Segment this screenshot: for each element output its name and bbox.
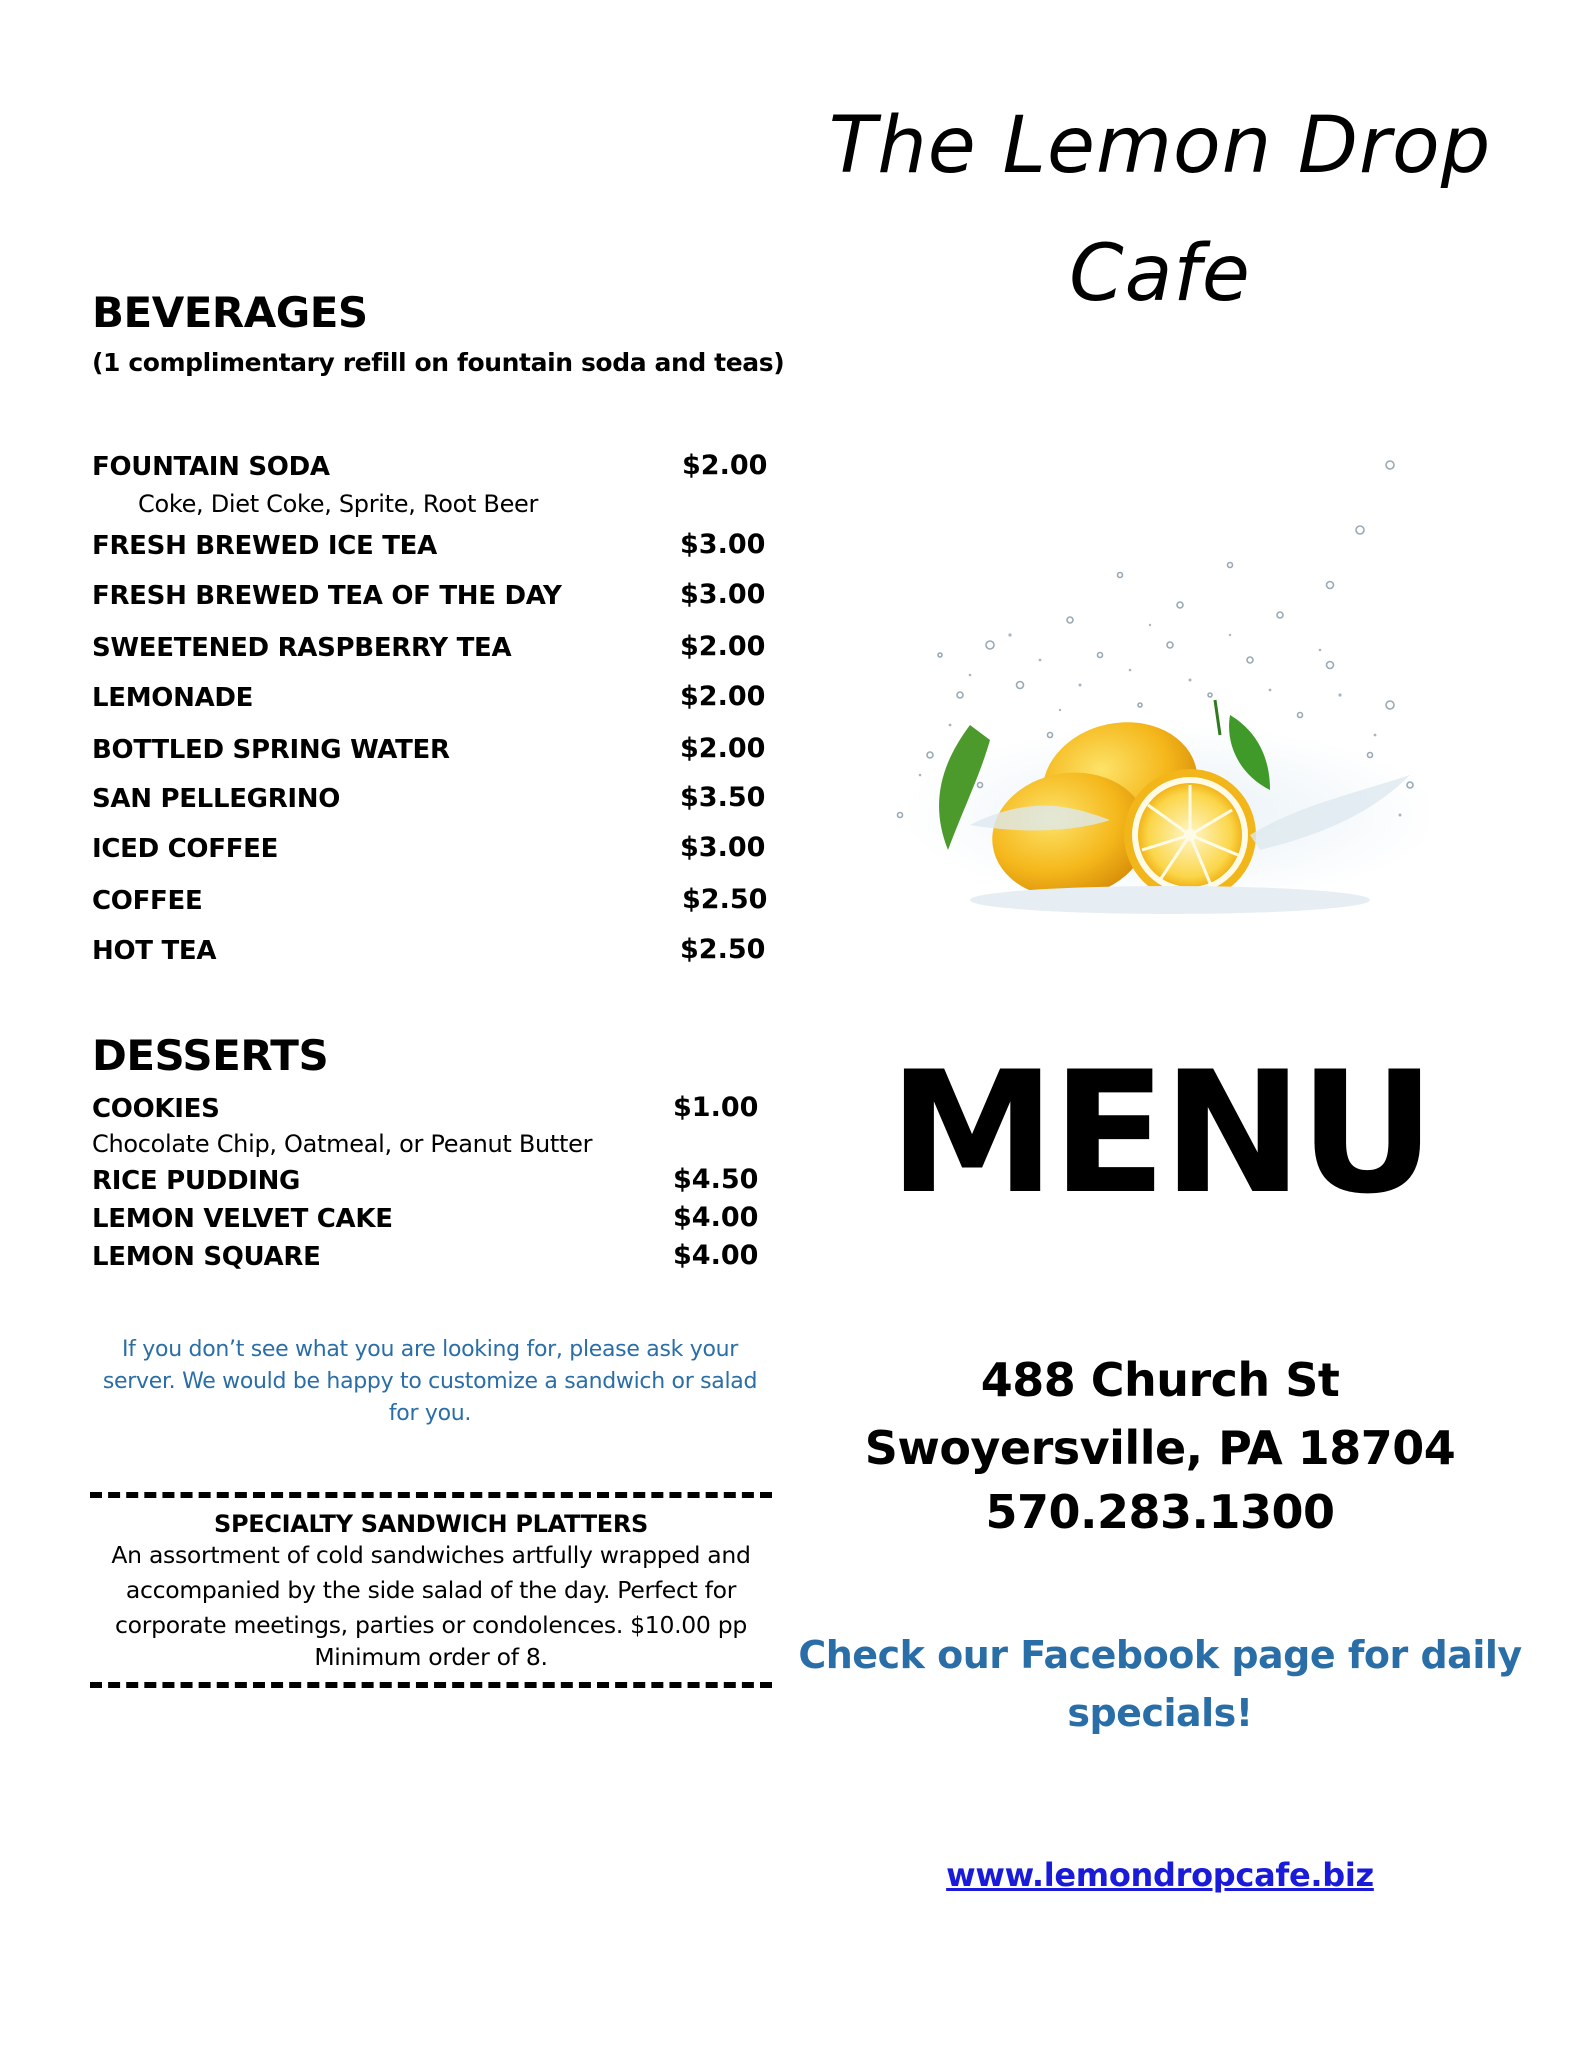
address-street: 488 Church St bbox=[980, 1353, 1340, 1407]
specialty-platters-box bbox=[90, 1492, 772, 1688]
dessert-price: $4.00 bbox=[673, 1240, 759, 1271]
beverage-name: FOUNTAIN SODA bbox=[92, 452, 330, 482]
cafe-title-line: Cafe bbox=[1069, 229, 1251, 319]
cafe-title bbox=[780, 82, 1540, 338]
beverage-name: LEMONADE bbox=[92, 683, 254, 713]
desserts-heading: DESSERTS bbox=[92, 1031, 329, 1080]
beverages-heading: BEVERAGES bbox=[92, 288, 368, 337]
beverage-description: Coke, Diet Coke, Sprite, Root Beer bbox=[138, 490, 539, 518]
platters-description bbox=[90, 1538, 772, 1671]
beverage-price: $2.00 bbox=[680, 733, 766, 764]
phone-number: 570.283.1300 bbox=[985, 1485, 1335, 1539]
customize-note-line: If you don’t see what you are looking for, please ask your bbox=[121, 1337, 739, 1362]
dessert-price: $4.00 bbox=[673, 1202, 759, 1233]
facebook-note-line: specials! bbox=[1067, 1691, 1253, 1735]
beverage-price: $3.00 bbox=[680, 832, 766, 863]
facebook-specials-note bbox=[780, 1626, 1540, 1742]
beverage-name: ICED COFFEE bbox=[92, 834, 279, 864]
beverage-price: $2.00 bbox=[682, 450, 768, 481]
menu-title: MENU bbox=[888, 1035, 1432, 1231]
dessert-description: Chocolate Chip, Oatmeal, or Peanut Butter bbox=[92, 1130, 593, 1158]
beverage-name: SWEETENED RASPBERRY TEA bbox=[92, 633, 512, 663]
platters-title: SPECIALTY SANDWICH PLATTERS bbox=[213, 1510, 649, 1538]
beverage-price: $2.00 bbox=[680, 631, 766, 662]
customize-note-line: for you. bbox=[388, 1401, 472, 1426]
platters-line: An assortment of cold sandwiches artfully wrapped and bbox=[111, 1541, 751, 1569]
facebook-note-line: Check our Facebook page for daily bbox=[798, 1633, 1522, 1677]
cafe-address bbox=[780, 1346, 1540, 1546]
cafe-title-line: The Lemon Drop bbox=[828, 101, 1492, 191]
dessert-price: $4.50 bbox=[673, 1164, 759, 1195]
address-city: Swoyersville, PA 18704 bbox=[864, 1421, 1456, 1475]
platters-line: accompanied by the side salad of the day. Perfect for bbox=[125, 1576, 737, 1604]
dessert-price: $1.00 bbox=[673, 1092, 759, 1123]
beverage-name: HOT TEA bbox=[92, 936, 217, 966]
beverages-refill-note: (1 complimentary refill on fountain soda and teas) bbox=[92, 348, 785, 377]
platters-line: Minimum order of 8. bbox=[314, 1643, 548, 1671]
beverage-name: FRESH BREWED TEA OF THE DAY bbox=[92, 581, 562, 611]
dessert-name: RICE PUDDING bbox=[92, 1166, 301, 1196]
dessert-name: COOKIES bbox=[92, 1094, 220, 1124]
beverage-price: $2.00 bbox=[680, 681, 766, 712]
beverage-price: $3.50 bbox=[680, 782, 766, 813]
beverage-name: FRESH BREWED ICE TEA bbox=[92, 531, 437, 561]
dessert-name: LEMON VELVET CAKE bbox=[92, 1204, 393, 1234]
website-link[interactable]: www.lemondropcafe.biz bbox=[946, 1856, 1374, 1894]
beverage-price: $3.00 bbox=[680, 579, 766, 610]
beverage-price: $3.00 bbox=[680, 529, 766, 560]
beverage-name: COFFEE bbox=[92, 886, 203, 916]
lemon-splash-icon bbox=[870, 455, 1430, 925]
customize-note bbox=[90, 1334, 770, 1430]
beverage-name: BOTTLED SPRING WATER bbox=[92, 735, 450, 765]
customize-note-line: server. We would be happy to customize a sandwich or salad bbox=[102, 1369, 758, 1394]
beverage-price: $2.50 bbox=[682, 884, 768, 915]
beverage-price: $2.50 bbox=[680, 934, 766, 965]
dessert-name: LEMON SQUARE bbox=[92, 1242, 321, 1272]
platters-line: corporate meetings, parties or condolences. $10.00 pp bbox=[115, 1611, 747, 1639]
beverage-name: SAN PELLEGRINO bbox=[92, 784, 341, 814]
